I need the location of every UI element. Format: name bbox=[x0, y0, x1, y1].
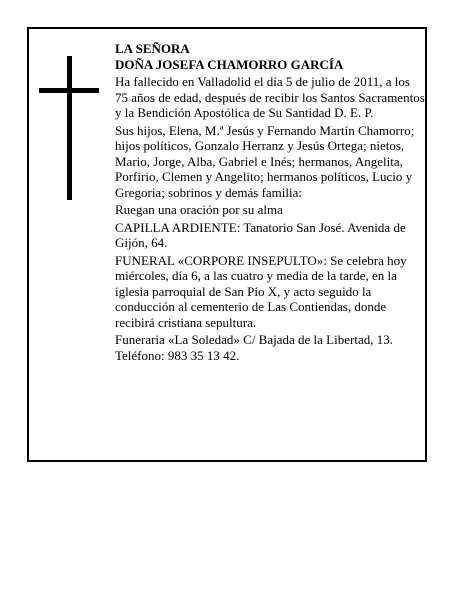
family-list: Sus hijos, Elena, M.ª Jesús y Fernando Martín Chamorro; hijos políticos, Gonzalo Herranz y Jesús Ortega; nietos, Mario, Jorge, Alba, Gabriel e Inés; hermanos, Angelita, Porfirio, Clemen y Angelito; hermanos políticos, Lucio y Gregoria; sobrinos y demás familia: bbox=[115, 122, 415, 200]
cross-horizontal-bar bbox=[39, 88, 99, 93]
obituary-notice bbox=[27, 27, 427, 462]
deceased-name: DOÑA JOSEFA CHAMORRO GARCÍA bbox=[115, 56, 344, 72]
funeral-chapel: CAPILLA ARDIENTE: Tanatorio San José. Avenida de Gijón, 64. bbox=[115, 219, 406, 250]
funeral-home: Funeraria «La Soledad» C/ Bajada de la Libertad, 13. Teléfono: 983 35 13 42. bbox=[115, 332, 393, 363]
death-announcement: Ha fallecido en Valladolid el día 5 de julio de 2011, a los 75 años de edad, después de recibir los Santos Sacramentos y la Bendición Apostólica de Su Santidad D. E. P. bbox=[115, 74, 425, 120]
prayer-request: Ruegan una oración por su alma bbox=[115, 202, 283, 217]
cross-icon bbox=[39, 56, 99, 200]
cross-vertical-bar bbox=[67, 56, 72, 200]
funeral-service: FUNERAL «CORPORE INSEPULTO»: Se celebra hoy miércoles, día 6, a las cuatro y media de la tarde, en la iglesia parroquial de San Pío X, y acto seguido la conducción al cementerio de Las Contiendas, donde recibirá cristiana sepultura. bbox=[115, 252, 407, 330]
notice-text bbox=[115, 41, 425, 363]
notice-title: LA SEÑORA bbox=[115, 41, 190, 56]
